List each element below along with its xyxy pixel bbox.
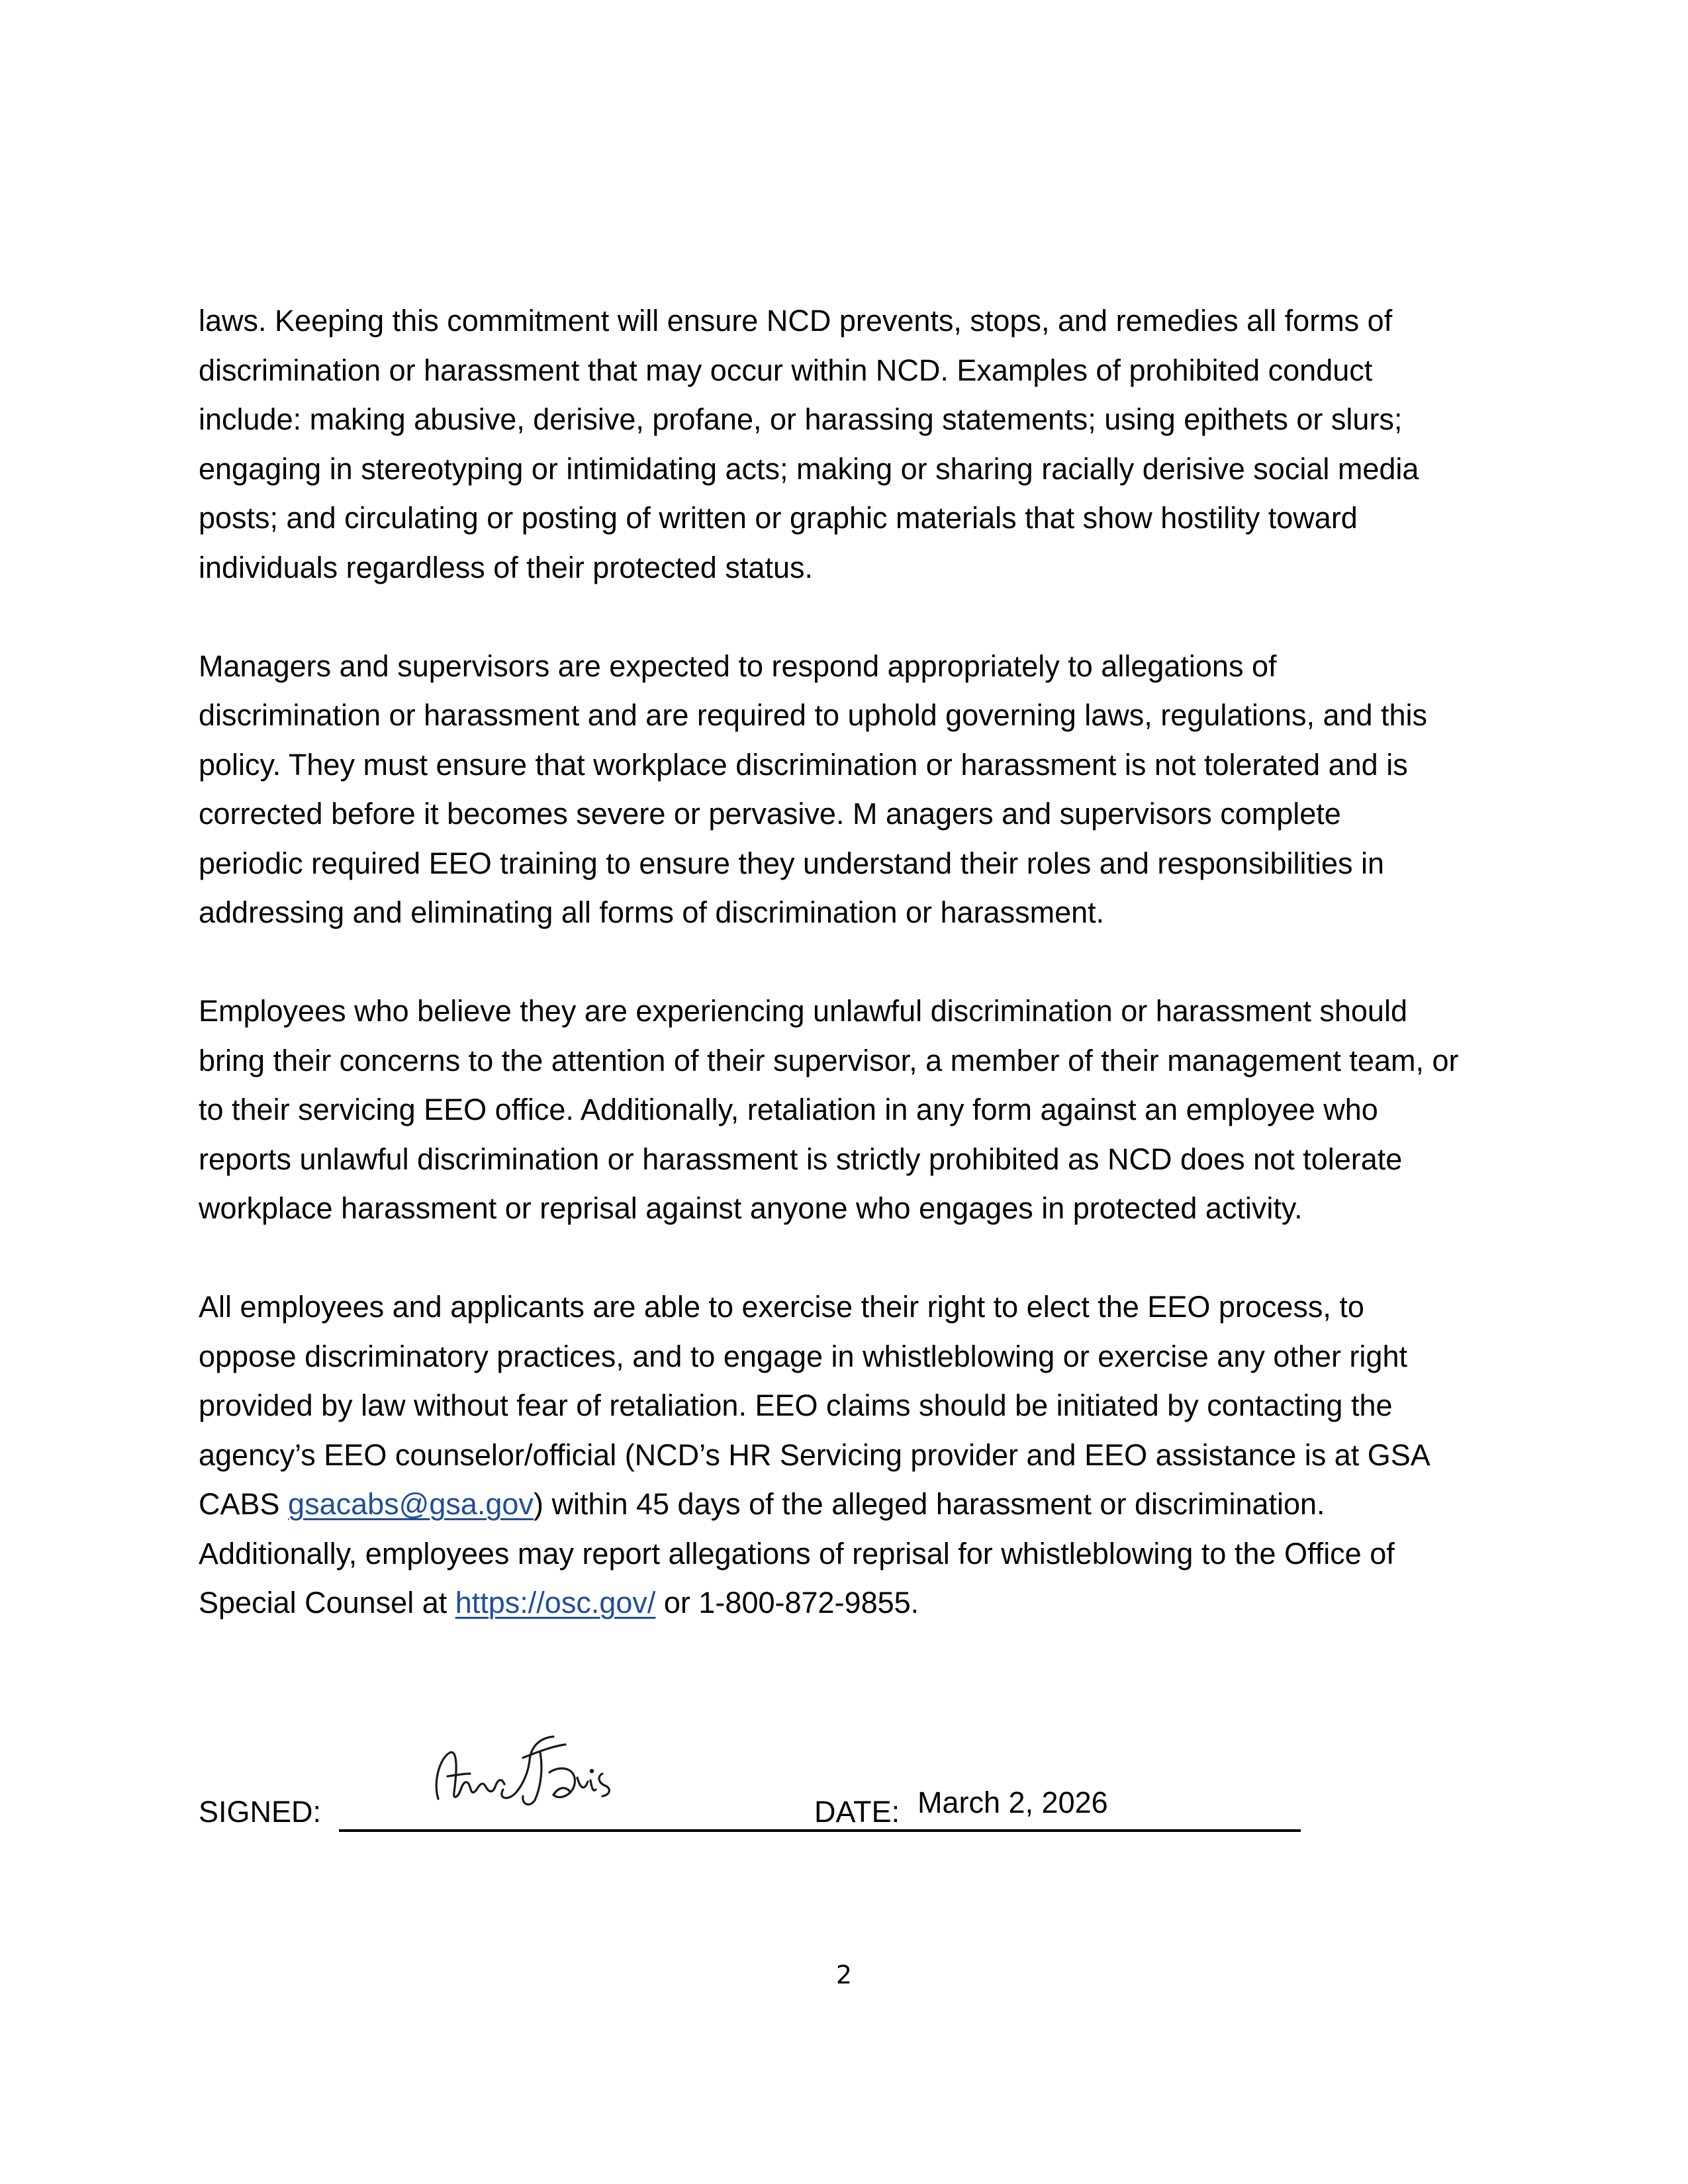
paragraph-managers [199,642,1496,938]
osc-website-link[interactable]: https://osc.gov/ [455,1586,656,1619]
text-line: periodic required EEO training to ensure they understand their roles and responsibilities in [199,846,1385,880]
email-text-line [199,1480,1496,1529]
signature-line [339,1829,990,1832]
text-line: include: making abusive, derisive, profane, or harassing statements; using epithets or slurs; [199,402,1403,436]
text-line: Employees who believe they are experiencing unlawful discrimination or harassment should [199,994,1407,1028]
text-segment: CABS [199,1487,289,1521]
text-segment: Special Counsel at [199,1586,455,1619]
text-line: reports unlawful discrimination or harassment is strictly prohibited as NCD does not tolerate [199,1142,1403,1176]
text-line: discrimination or harassment that may occur within NCD. Examples of prohibited conduct [199,353,1373,387]
text-line: oppose discriminatory practices, and to engage in whistleblowing or exercise any other right [199,1339,1407,1373]
paragraph-eeo-rights [199,1283,1496,1628]
text-line: posts; and circulating or posting of written or graphic materials that show hostility toward [199,501,1358,535]
text-line: Managers and supervisors are expected to respond appropriately to allegations of [199,649,1277,683]
signed-label: SIGNED: [199,1795,322,1829]
text-line: to their servicing EEO office. Additionally, retaliation in any form against an employee who [199,1093,1378,1126]
text-line: addressing and eliminating all forms of discrimination or harassment. [199,895,1105,929]
paragraph-commitment [199,296,1496,592]
signature-block [199,1787,1496,1846]
text-line: individuals regardless of their protected status. [199,550,813,584]
text-line: agency’s EEO counselor/official (NCD’s HR Servicing provider and EEO assistance is at GSA [199,1437,1430,1472]
text-line: All employees and applicants are able to exercise their right to elect the EEO process, to [199,1290,1364,1324]
email-link[interactable]: gsacabs@gsa.gov [288,1487,534,1521]
text-line: engaging in stereotyping or intimidating acts; making or sharing racially derisive social media [199,451,1419,486]
date-label: DATE: [814,1795,900,1829]
paragraph-employees [199,987,1496,1234]
text-line: laws. Keeping this commitment will ensure NCD prevents, stops, and remedies all forms of [199,304,1393,338]
text-line: workplace harassment or reprisal against anyone who engages in protected activity. [199,1191,1303,1225]
url-text-line [199,1578,1496,1628]
date-line [910,1829,1301,1832]
text-line: discrimination or harassment and are required to uphold governing laws, regulations, and this [199,698,1428,732]
text-line: policy. They must ensure that workplace discrimination or harassment is not tolerated and is [199,747,1408,782]
page-number: 2 [835,1960,853,1989]
text-segment: or 1-800-872-9855. [655,1586,919,1619]
text-segment: ) within 45 days of the alleged harassment or discrimination. [533,1487,1325,1521]
document-body [199,296,1496,1628]
text-line: bring their concerns to the attention of their supervisor, a member of their management team, or [199,1043,1459,1077]
text-line: provided by law without fear of retaliation. EEO claims should be initiated by contacting the [199,1388,1393,1422]
text-line: corrected before it becomes severe or pervasive. M anagers and supervisors complete [199,797,1341,831]
text-line: Additionally, employees may report allegations of reprisal for whistleblowing to the Office of [199,1536,1395,1570]
date-value: March 2, 2026 [917,1786,1108,1819]
handwritten-signature [424,1726,629,1812]
